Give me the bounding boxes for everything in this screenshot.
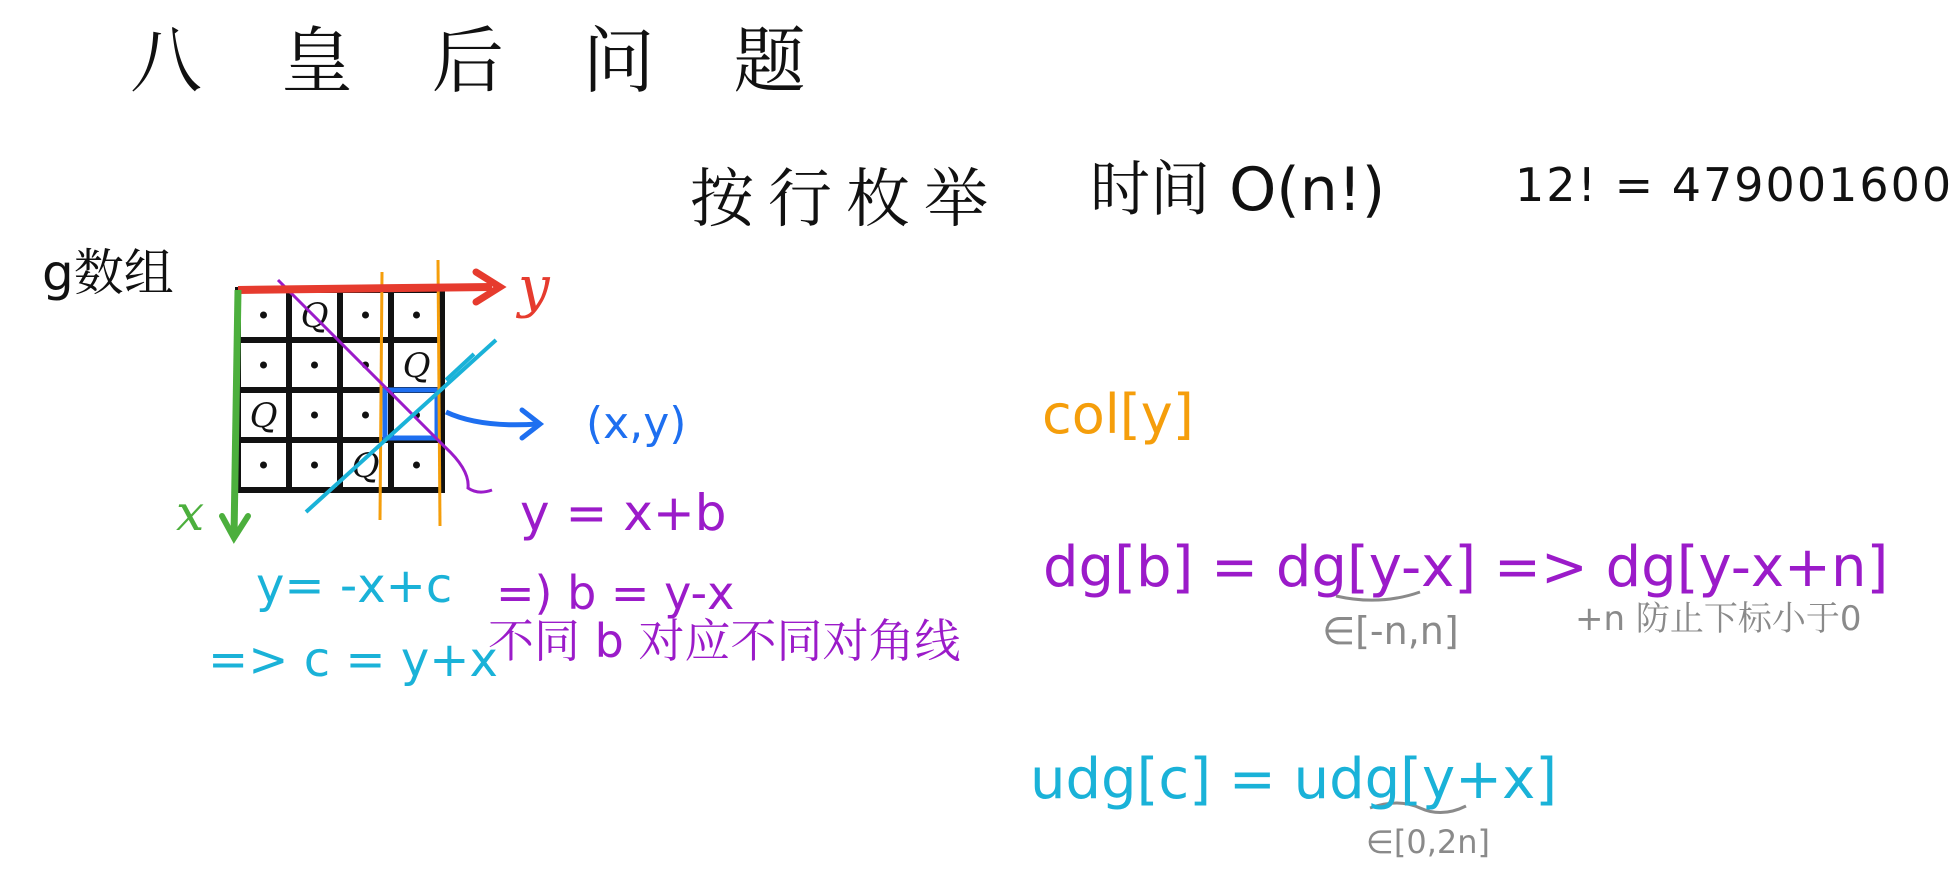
anti-diagonal-equation: y= -x+c [256,558,453,614]
empty-cell-dot [260,462,267,469]
main-diagonal-solve: =) b = y-x [496,566,735,620]
y-axis-arrow [238,287,492,290]
queen-mark: Q [351,446,380,486]
anti-diagonal-solve: => c = y+x [208,632,498,688]
y-axis-label: y [518,255,550,320]
main-diagonal-note: 不同 b 对应不同对角线 [488,614,961,668]
page-title: 八 皇 后 问 题 [130,19,834,103]
col-array: col[y] [1042,383,1194,446]
factorial-value: 12! = 479001600 [1515,158,1953,212]
queen-mark: Q [300,296,329,336]
anti-diagonal-extension [446,354,474,380]
x-axis-label: x [176,484,205,542]
dg-range: ∈[-n,n] [1322,609,1459,653]
arrays-label: g数组 [42,244,174,302]
empty-cell-dot [311,412,318,419]
empty-cell-dot [311,462,318,469]
empty-cell-dot [311,362,318,369]
empty-cell-dot [260,362,267,369]
queen-mark: Q [402,346,431,386]
x-axis-arrow [234,290,238,536]
cell-coordinate-label: (x,y) [586,398,687,449]
empty-cell-dot [413,462,420,469]
approach-label: 按行枚举 [690,163,1002,237]
udg-range: ∈[0,2n] [1366,823,1491,861]
empty-cell-dot [413,312,420,319]
dg-offset-note: +n 防止下标小于0 [1575,599,1862,639]
empty-cell-dot [362,412,369,419]
column-line [380,272,382,520]
empty-cell-dot [362,312,369,319]
udg-array: udg[c] = udg[y+x] [1030,747,1558,812]
queen-mark: Q [249,396,278,436]
dg-array: dg[b] = dg[y-x] => dg[y-x+n] [1043,535,1889,600]
main-diagonal-equation: y = x+b [520,484,727,542]
complexity-label: 时间 O(n!) [1090,155,1386,225]
empty-cell-dot [260,312,267,319]
main-diagonal-line [278,280,492,492]
